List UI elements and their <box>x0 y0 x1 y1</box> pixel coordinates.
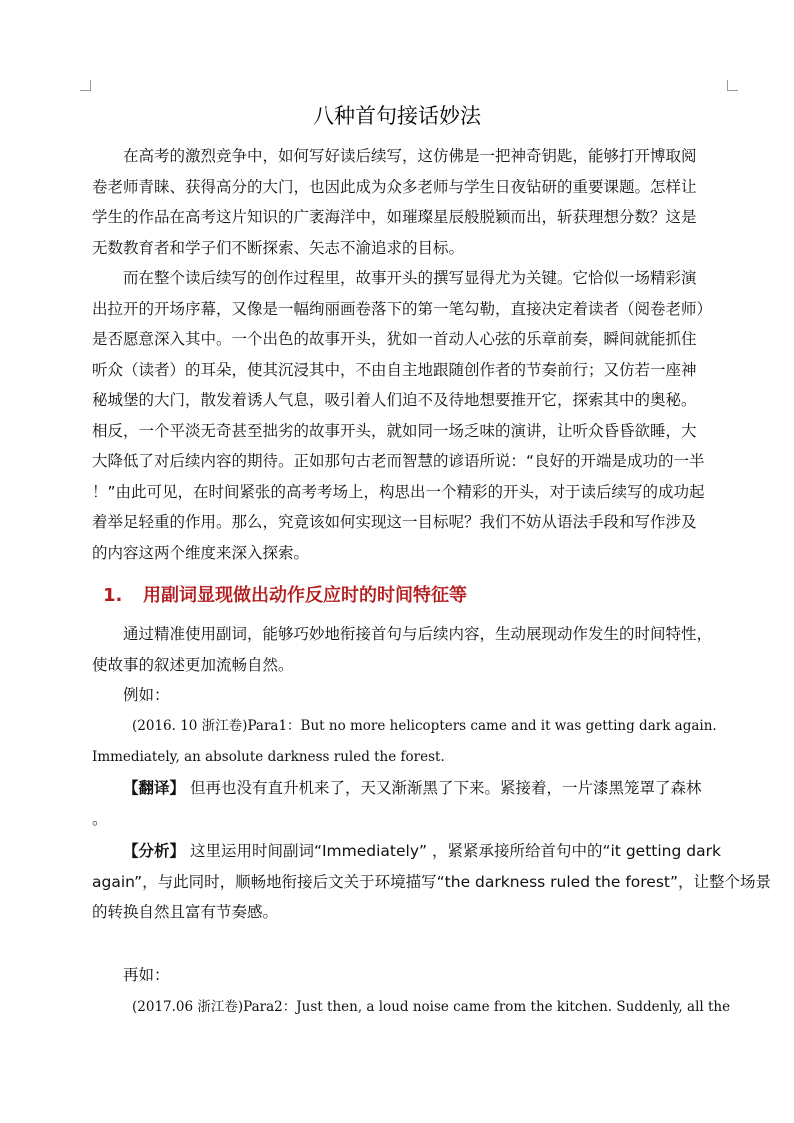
page-title: 八种首句接话妙法 <box>313 104 481 128</box>
text-line: (2017.06 浙江卷)Para2：Just then, a loud noise came from the kitchen. Suddenly, all the <box>132 999 731 1015</box>
text-line: 使故事的叙述更加流畅自然。 <box>92 655 294 674</box>
analysis-text: 这里运用时间副词“Immediately” ，紧紧承接所给首句中的“it getting dark <box>185 842 721 860</box>
text-line: 再如： <box>123 966 170 984</box>
text-line <box>92 836 722 867</box>
translation-block <box>92 773 722 834</box>
analysis-tag: 【分析】 <box>123 842 186 860</box>
crop-mark-top-left <box>80 80 91 91</box>
again-label <box>92 960 722 991</box>
section-heading <box>103 582 467 610</box>
text-line: 大降低了对后续内容的期待。正如那句古老而智慧的谚语所说：“良好的开端是成功的一半 <box>92 452 705 470</box>
example-2 <box>92 992 731 1023</box>
translation-text: 但再也没有直升机来了，天又渐渐黑了下来。紧接着，一片漆黑笼罩了森林 <box>185 779 702 797</box>
text-line: 学生的作品在高考这片知识的广袤海洋中，如璀璨星辰般脱颖而出，斩获理想分数？这是 <box>92 208 697 226</box>
text-line: again”，与此同时，顺畅地衔接后文关于环境描写“the darkness ruled the forest”，让整个场景 <box>92 872 772 891</box>
text-line: 的转换自然且富有节奏感。 <box>92 903 279 921</box>
intro-paragraph-2 <box>92 263 722 568</box>
translation-tag: 【翻译】 <box>123 779 186 797</box>
intro-paragraph-1 <box>92 141 722 263</box>
text-line: 通过精准使用副词，能够巧妙地衔接首句与后续内容，生动展现动作发生的时间特性， <box>123 625 713 643</box>
section-number: 1. <box>103 585 123 606</box>
text-line: 在高考的激烈竞争中，如何写好读后续写，这仿佛是一把神奇钥匙，能够打开博取阅 <box>123 147 697 165</box>
section-description <box>92 619 722 680</box>
text-line: 出拉开的开场序幕，又像是一幅绚丽画卷落下的第一笔勾勒，直接决定着读者（阅卷老师） <box>92 299 713 318</box>
text-line: 的内容这两个维度来深入探索。 <box>92 543 310 562</box>
example-1 <box>92 711 722 772</box>
text-line: ！”由此可见，在时间紧张的高考考场上，构思出一个精彩的开头，对于读后续写的成功起 <box>92 482 705 501</box>
text-line: 秘城堡的大门，散发着诱人气息，吸引着人们迫不及待地想要推开它，探索其中的奥秘。 <box>92 391 697 409</box>
crop-mark-top-right <box>727 80 738 91</box>
text-line: 相反，一个平淡无奇甚至拙劣的故事开头，就如同一场乏味的演讲，让听众昏昏欲睡，大 <box>92 421 697 440</box>
text-line: 。 <box>92 809 108 828</box>
text-line: 而在整个读后续写的创作过程里，故事开头的撰写显得尤为关键。它恰似一场精彩演 <box>123 269 697 287</box>
text-line: 无数教育者和学子们不断探索、矢志不渝追求的目标。 <box>92 238 465 257</box>
text-line: Immediately, an absolute darkness ruled the forest. <box>92 748 445 765</box>
text-line: 例如： <box>123 686 170 704</box>
text-line: 是否愿意深入其中。一个出色的故事开头，犹如一首动人心弦的乐章前奏，瞬间就能抓住 <box>92 330 697 348</box>
text-line: 卷老师青睐、获得高分的大门，也因此成为众多老师与学生日夜钻研的重要课题。怎样让 <box>92 177 697 196</box>
example-label <box>92 680 722 711</box>
analysis-block <box>92 836 772 928</box>
text-line <box>92 773 722 804</box>
text-line: 着举足轻重的作用。那么，究竟该如何实现这一目标呢？我们不妨从语法手段和写作涉及 <box>92 513 697 531</box>
text-line: 听众（读者）的耳朵，使其沉浸其中，不由自主地跟随创作者的节奏前行；又仿若一座神 <box>92 360 697 379</box>
text-line: (2016. 10 浙江卷)Para1：But no more helicopters came and it was getting dark again. <box>132 718 717 734</box>
section-title: 用副词显现做出动作反应时的时间特征等 <box>143 585 467 606</box>
